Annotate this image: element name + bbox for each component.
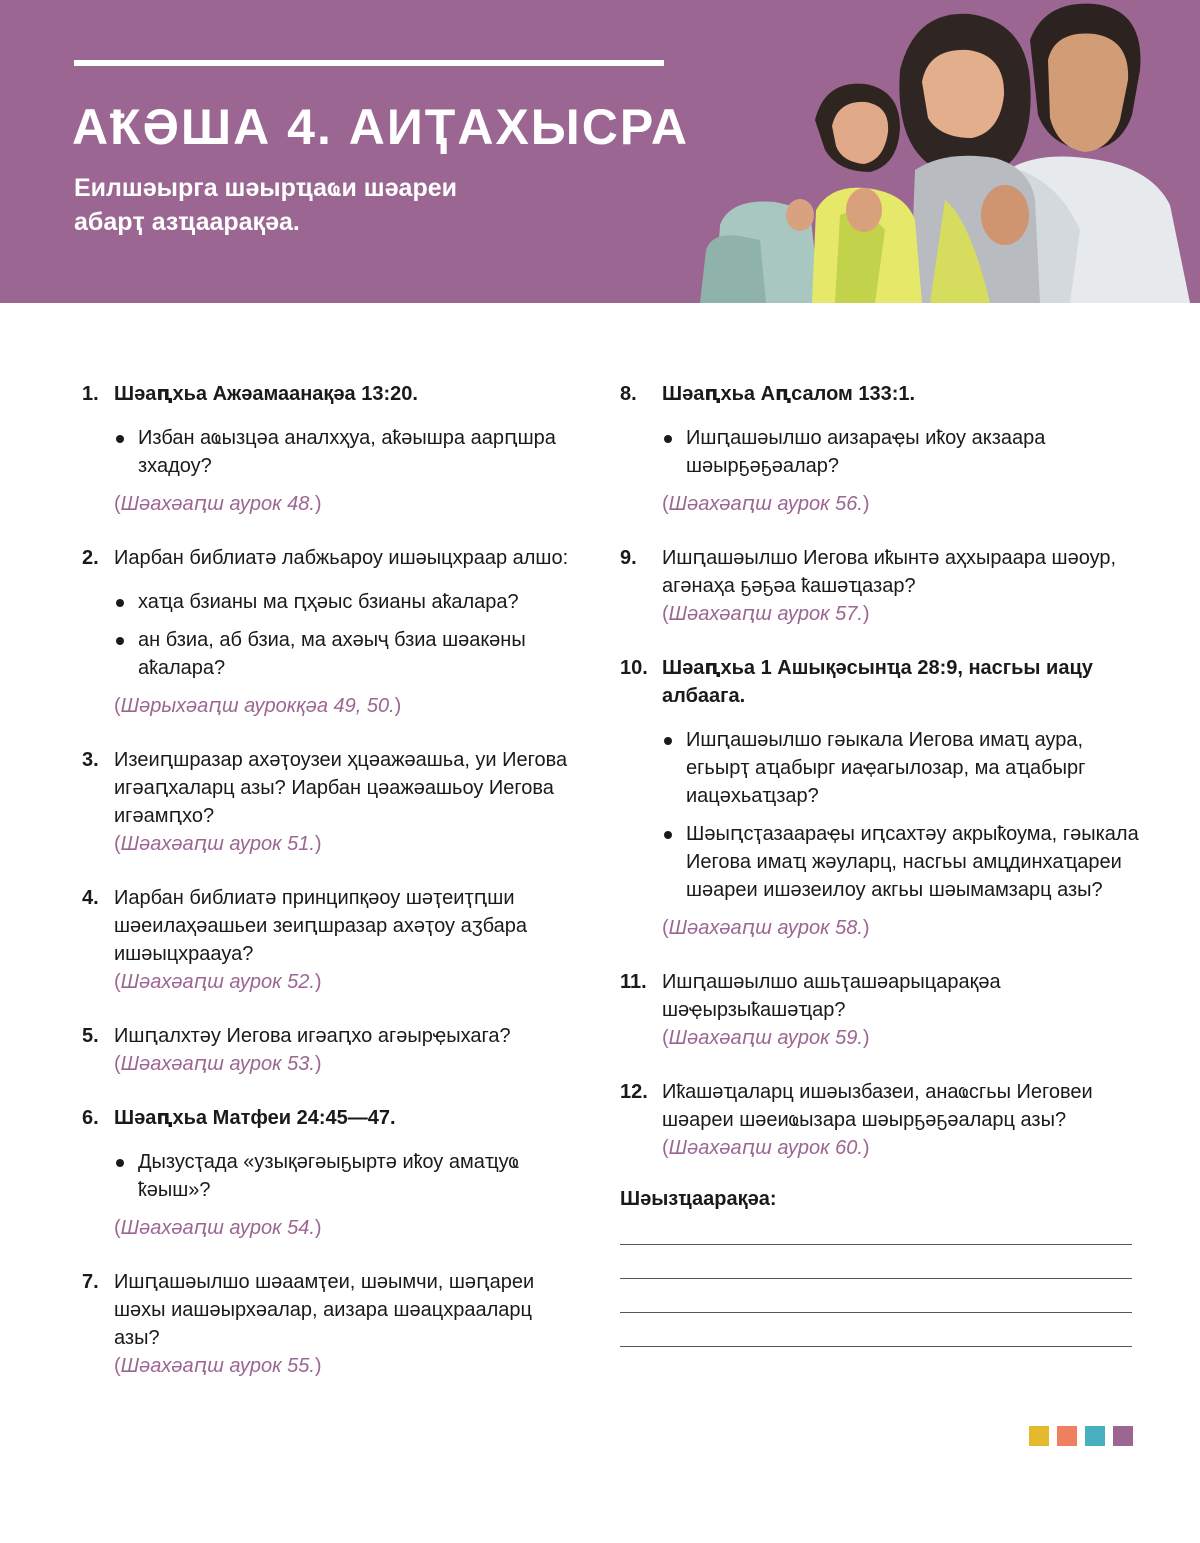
- question-text: Шәаԥхьа Аԥсалом 133:1.: [662, 383, 916, 405]
- color-square: [1085, 1426, 1105, 1446]
- question-text: Ишԥалхтәу Иегова игәаԥхо агәырҿыхага?: [114, 1025, 511, 1047]
- answers-label: Шәызҵаарақәа:: [620, 1188, 777, 1210]
- lesson-reference: (Шәахәаԥш аурок 60.): [662, 1137, 870, 1159]
- bullet-item: Дызусҭада «узықәгәыҕыртә иҟоу амаҵуҩ ҟәыш»?: [114, 1148, 582, 1204]
- bullet-item: Шәыԥсҭазаараҿы иԥсахтәу акрыҟоума, гәыкала Иегова имаҵ жәуларц, насгьы амцдинхаҵареи шәареи ишәзеилоу акгьы шәымамзарц азы?: [662, 820, 1140, 904]
- family-praying-illustration: [700, 0, 1200, 303]
- lesson-reference: (Шәахәаԥш аурок 54.): [114, 1217, 322, 1239]
- color-square: [1113, 1426, 1133, 1446]
- lesson-reference: (Шәрыхәаԥш аурокқәа 49, 50.): [114, 695, 402, 717]
- bullet-item: хаҵа бзианы ма ԥҳәыс бзианы аҟалара?: [114, 588, 582, 616]
- bullet-list: [114, 424, 582, 480]
- question-number: 1.: [82, 383, 99, 405]
- question-number: 5.: [82, 1025, 99, 1047]
- question-1: [82, 380, 582, 518]
- question-11: [620, 968, 1140, 1052]
- color-square: [1057, 1426, 1077, 1446]
- question-5: [82, 1022, 582, 1078]
- lesson-reference: (Шәахәаԥш аурок 57.): [662, 603, 870, 625]
- question-6: [82, 1104, 582, 1242]
- question-text: Шәаԥхьа Матфеи 24:45—47.: [114, 1107, 396, 1129]
- question-text: Изеиԥшразар ахәҭоузеи ҳцәажәашьа, уи Иегова игәаԥхаларц азы? Иарбан цәажәашьоу Иегова игәамԥхо?: [114, 749, 568, 827]
- bullet-item: Ишԥашәылшо аизараҿы иҟоу акзаара шәырҕәҕәалар?: [662, 424, 1140, 480]
- question-number: 8.: [620, 383, 637, 405]
- question-text: Иарбан библиатә принципқәоу шәҭеиҭԥши шәеилаҳәашьеи зеиԥшразар ахәҭоу аӡбара ишәыцхраауа?: [114, 887, 527, 965]
- question-10: [620, 654, 1140, 942]
- question-7: [82, 1268, 582, 1380]
- question-text: Шәаԥхьа 1 Ашықәсынҵа 28:9, насгьы иацу албаага.: [662, 657, 1093, 707]
- bullet-list: [114, 588, 582, 682]
- lesson-reference: (Шәахәаԥш аурок 58.): [662, 917, 870, 939]
- header-banner: [0, 0, 1200, 303]
- question-8: [620, 380, 1140, 518]
- questions-right-column: [620, 380, 1140, 1347]
- bullet-list: [662, 726, 1140, 904]
- bullet-item: Избан аҩызцәа аналхҳуа, аҟәышра аарԥшра зхадоу?: [114, 424, 582, 480]
- lesson-reference: (Шәахәаԥш аурок 55.): [114, 1355, 322, 1377]
- bullet-list: [114, 1148, 582, 1204]
- question-number: 4.: [82, 887, 99, 909]
- question-3: [82, 746, 582, 858]
- bullet-list: [662, 424, 1140, 480]
- question-text: Шәаԥхьа Ажәамаанақәа 13:20.: [114, 383, 418, 405]
- header-rule: [74, 60, 664, 66]
- color-squares: [1029, 1426, 1133, 1446]
- page-subtitle: Еилшәырга шәырҵаҩи шәареи абарҭ азҵаарақәа.: [74, 174, 457, 236]
- lesson-reference: (Шәахәаԥш аурок 53.): [114, 1053, 322, 1075]
- question-number: 2.: [82, 547, 99, 569]
- lesson-reference: (Шәахәаԥш аурок 52.): [114, 971, 322, 993]
- question-text: Иҟашәҵаларц ишәызбазеи, анаҩсгьы Иеговеи шәареи шәеиҩызара шәырҕәҕәаларц азы?: [662, 1081, 1093, 1131]
- answer-line[interactable]: [620, 1313, 1132, 1347]
- question-number: 11.: [620, 971, 647, 993]
- page-title: АҞӘША 4. АИҬАХЫСРА: [72, 99, 689, 155]
- question-text: Иарбан библиатә лабжьароу ишәыцхраар алшо:: [114, 547, 569, 569]
- question-number: 12.: [620, 1081, 648, 1103]
- question-text: Ишԥашәылшо Иегова иҟынтә аҳхыраара шәоур, агәнаҳа ҕәҕәа ҟашәҵазар?: [662, 547, 1117, 597]
- answer-line[interactable]: [620, 1279, 1132, 1313]
- question-number: 3.: [82, 749, 99, 771]
- color-square: [1029, 1426, 1049, 1446]
- questions-left-column: [82, 380, 582, 1406]
- question-number: 9.: [620, 547, 637, 569]
- bullet-item: Ишԥашәылшо гәыкала Иегова имаҵ аура, егьырҭ аҵабырг иаҿагылозар, ма аҵабырг иацәхьаҵзар?: [662, 726, 1140, 810]
- bullet-item: ан бзиа, аб бзиа, ма ахәыҷ бзиа шәакәны аҟалара?: [114, 626, 582, 682]
- question-number: 6.: [82, 1107, 99, 1129]
- question-number: 7.: [82, 1271, 99, 1293]
- question-9: [620, 544, 1140, 628]
- answer-line[interactable]: [620, 1245, 1132, 1279]
- question-4: [82, 884, 582, 996]
- question-12: [620, 1078, 1140, 1162]
- question-text: Ишԥашәылшо ашьҭашәарыцарақәа шәҿырзыҟашәҵар?: [662, 971, 1001, 1021]
- question-2: [82, 544, 582, 720]
- answer-line[interactable]: [620, 1211, 1132, 1245]
- lesson-reference: (Шәахәаԥш аурок 48.): [114, 493, 322, 515]
- lesson-reference: (Шәахәаԥш аурок 51.): [114, 833, 322, 855]
- lesson-reference: (Шәахәаԥш аурок 56.): [662, 493, 870, 515]
- lesson-reference: (Шәахәаԥш аурок 59.): [662, 1027, 870, 1049]
- question-text: Ишԥашәылшо шәаамҭеи, шәымчи, шәԥареи шәхы иашәырхәалар, аизара шәацхраaларц азы?: [114, 1271, 535, 1349]
- question-number: 10.: [620, 657, 648, 679]
